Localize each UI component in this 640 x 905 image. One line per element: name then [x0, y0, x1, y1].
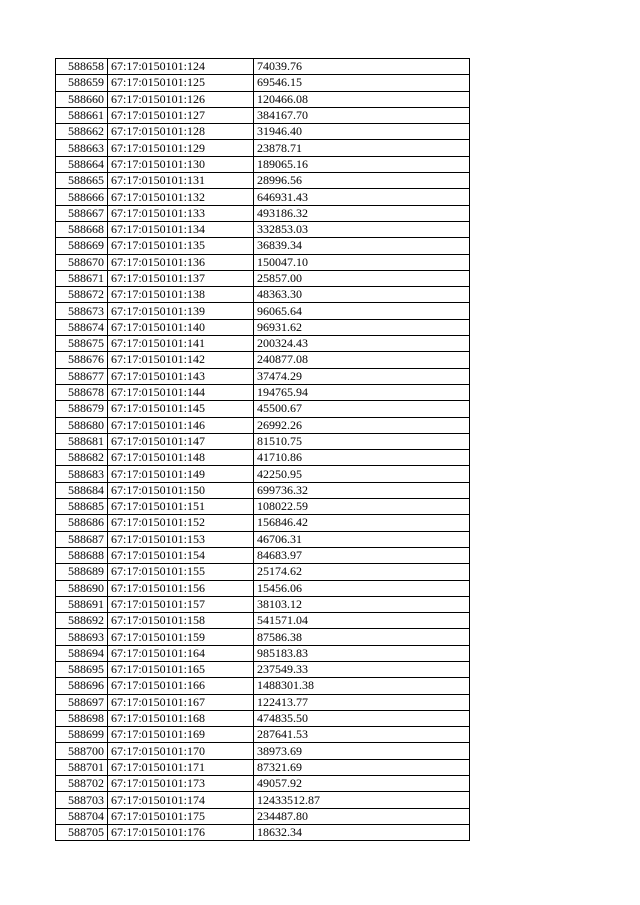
row-number-cell: 588689: [56, 564, 108, 580]
row-number-cell: 588677: [56, 368, 108, 384]
row-number-cell: 588659: [56, 75, 108, 91]
row-number-cell: 588687: [56, 531, 108, 547]
row-number-cell: 588697: [56, 694, 108, 710]
cadastral-number-cell: 67:17:0150101:146: [108, 417, 254, 433]
table-row: [56, 824, 470, 840]
row-number-cell: 588661: [56, 107, 108, 123]
table-row: [56, 91, 470, 107]
table-row: [56, 319, 470, 335]
value-cell: 150047.10: [254, 254, 470, 270]
value-cell: 46706.31: [254, 531, 470, 547]
value-cell: 87321.69: [254, 759, 470, 775]
table-row: [56, 629, 470, 645]
row-number-cell: 588695: [56, 661, 108, 677]
table-row: [56, 710, 470, 726]
table-row: [56, 59, 470, 75]
value-cell: 96931.62: [254, 319, 470, 335]
table-row: [56, 336, 470, 352]
value-cell: 156846.42: [254, 515, 470, 531]
cadastral-number-cell: 67:17:0150101:131: [108, 173, 254, 189]
value-cell: 189065.16: [254, 156, 470, 172]
table-row: [56, 401, 470, 417]
cadastral-number-cell: 67:17:0150101:164: [108, 645, 254, 661]
value-cell: 15456.06: [254, 580, 470, 596]
table-row: [56, 482, 470, 498]
table-row: [56, 547, 470, 563]
table-row: [56, 580, 470, 596]
table-row: [56, 564, 470, 580]
table-row: [56, 531, 470, 547]
value-cell: 87586.38: [254, 629, 470, 645]
row-number-cell: 588675: [56, 336, 108, 352]
cadastral-number-cell: 67:17:0150101:174: [108, 792, 254, 808]
row-number-cell: 588693: [56, 629, 108, 645]
value-cell: 237549.33: [254, 661, 470, 677]
value-cell: 18632.34: [254, 824, 470, 840]
value-cell: 108022.59: [254, 499, 470, 515]
value-cell: 96065.64: [254, 303, 470, 319]
table-row: [56, 450, 470, 466]
cadastral-number-cell: 67:17:0150101:148: [108, 450, 254, 466]
value-cell: 541571.04: [254, 613, 470, 629]
row-number-cell: 588674: [56, 319, 108, 335]
cadastral-number-cell: 67:17:0150101:129: [108, 140, 254, 156]
cadastral-number-cell: 67:17:0150101:149: [108, 466, 254, 482]
cadastral-number-cell: 67:17:0150101:155: [108, 564, 254, 580]
value-cell: 74039.76: [254, 59, 470, 75]
cadastral-number-cell: 67:17:0150101:139: [108, 303, 254, 319]
cadastral-number-cell: 67:17:0150101:133: [108, 205, 254, 221]
row-number-cell: 588691: [56, 596, 108, 612]
value-cell: 287641.53: [254, 727, 470, 743]
table-row: [56, 417, 470, 433]
value-cell: 25174.62: [254, 564, 470, 580]
cadastral-number-cell: 67:17:0150101:169: [108, 727, 254, 743]
cadastral-number-cell: 67:17:0150101:168: [108, 710, 254, 726]
value-cell: 38103.12: [254, 596, 470, 612]
row-number-cell: 588663: [56, 140, 108, 156]
row-number-cell: 588705: [56, 824, 108, 840]
table-row: [56, 792, 470, 808]
cadastral-number-cell: 67:17:0150101:127: [108, 107, 254, 123]
table-row: [56, 75, 470, 91]
value-cell: 699736.32: [254, 482, 470, 498]
row-number-cell: 588701: [56, 759, 108, 775]
row-number-cell: 588673: [56, 303, 108, 319]
row-number-cell: 588702: [56, 776, 108, 792]
table-row: [56, 596, 470, 612]
row-number-cell: 588678: [56, 384, 108, 400]
row-number-cell: 588665: [56, 173, 108, 189]
value-cell: 41710.86: [254, 450, 470, 466]
row-number-cell: 588694: [56, 645, 108, 661]
cadastral-number-cell: 67:17:0150101:170: [108, 743, 254, 759]
row-number-cell: 588671: [56, 270, 108, 286]
row-number-cell: 588660: [56, 91, 108, 107]
table-row: [56, 238, 470, 254]
table-row: [56, 645, 470, 661]
cadastral-number-cell: 67:17:0150101:128: [108, 124, 254, 140]
cadastral-number-cell: 67:17:0150101:140: [108, 319, 254, 335]
row-number-cell: 588681: [56, 433, 108, 449]
table-row: [56, 661, 470, 677]
value-cell: 985183.83: [254, 645, 470, 661]
value-cell: 194765.94: [254, 384, 470, 400]
row-number-cell: 588688: [56, 547, 108, 563]
row-number-cell: 588683: [56, 466, 108, 482]
row-number-cell: 588692: [56, 613, 108, 629]
cadastral-number-cell: 67:17:0150101:156: [108, 580, 254, 596]
table-row: [56, 124, 470, 140]
table-row: [56, 173, 470, 189]
row-number-cell: 588698: [56, 710, 108, 726]
data-table: [55, 58, 470, 841]
value-cell: 26992.26: [254, 417, 470, 433]
row-number-cell: 588680: [56, 417, 108, 433]
cadastral-number-cell: 67:17:0150101:166: [108, 678, 254, 694]
row-number-cell: 588682: [56, 450, 108, 466]
value-cell: 38973.69: [254, 743, 470, 759]
value-cell: 332853.03: [254, 221, 470, 237]
table-row: [56, 727, 470, 743]
table-row: [56, 613, 470, 629]
table-row: [56, 303, 470, 319]
row-number-cell: 588690: [56, 580, 108, 596]
row-number-cell: 588676: [56, 352, 108, 368]
table-row: [56, 759, 470, 775]
cadastral-number-cell: 67:17:0150101:150: [108, 482, 254, 498]
value-cell: 69546.15: [254, 75, 470, 91]
table-row: [56, 515, 470, 531]
row-number-cell: 588672: [56, 287, 108, 303]
table-body: [56, 59, 470, 841]
table-row: [56, 694, 470, 710]
row-number-cell: 588704: [56, 808, 108, 824]
value-cell: 120466.08: [254, 91, 470, 107]
value-cell: 12433512.87: [254, 792, 470, 808]
cadastral-number-cell: 67:17:0150101:165: [108, 661, 254, 677]
table-row: [56, 743, 470, 759]
cadastral-number-cell: 67:17:0150101:145: [108, 401, 254, 417]
row-number-cell: 588685: [56, 499, 108, 515]
row-number-cell: 588679: [56, 401, 108, 417]
value-cell: 493186.32: [254, 205, 470, 221]
value-cell: 84683.97: [254, 547, 470, 563]
cadastral-number-cell: 67:17:0150101:153: [108, 531, 254, 547]
value-cell: 23878.71: [254, 140, 470, 156]
table-row: [56, 776, 470, 792]
value-cell: 240877.08: [254, 352, 470, 368]
value-cell: 646931.43: [254, 189, 470, 205]
cadastral-number-cell: 67:17:0150101:173: [108, 776, 254, 792]
value-cell: 1488301.38: [254, 678, 470, 694]
table-row: [56, 433, 470, 449]
cadastral-number-cell: 67:17:0150101:171: [108, 759, 254, 775]
cadastral-number-cell: 67:17:0150101:158: [108, 613, 254, 629]
cadastral-number-cell: 67:17:0150101:134: [108, 221, 254, 237]
value-cell: 48363.30: [254, 287, 470, 303]
table-row: [56, 254, 470, 270]
cadastral-number-cell: 67:17:0150101:167: [108, 694, 254, 710]
row-number-cell: 588666: [56, 189, 108, 205]
cadastral-number-cell: 67:17:0150101:135: [108, 238, 254, 254]
cadastral-number-cell: 67:17:0150101:137: [108, 270, 254, 286]
table-row: [56, 156, 470, 172]
row-number-cell: 588696: [56, 678, 108, 694]
cadastral-number-cell: 67:17:0150101:136: [108, 254, 254, 270]
value-cell: 42250.95: [254, 466, 470, 482]
table-row: [56, 189, 470, 205]
cadastral-number-cell: 67:17:0150101:138: [108, 287, 254, 303]
row-number-cell: 588670: [56, 254, 108, 270]
cadastral-number-cell: 67:17:0150101:141: [108, 336, 254, 352]
table-row: [56, 205, 470, 221]
value-cell: 200324.43: [254, 336, 470, 352]
row-number-cell: 588703: [56, 792, 108, 808]
value-cell: 45500.67: [254, 401, 470, 417]
row-number-cell: 588668: [56, 221, 108, 237]
cadastral-number-cell: 67:17:0150101:142: [108, 352, 254, 368]
table-row: [56, 368, 470, 384]
row-number-cell: 588664: [56, 156, 108, 172]
cadastral-number-cell: 67:17:0150101:125: [108, 75, 254, 91]
row-number-cell: 588686: [56, 515, 108, 531]
table-row: [56, 140, 470, 156]
row-number-cell: 588658: [56, 59, 108, 75]
row-number-cell: 588667: [56, 205, 108, 221]
value-cell: 37474.29: [254, 368, 470, 384]
value-cell: 234487.80: [254, 808, 470, 824]
value-cell: 81510.75: [254, 433, 470, 449]
value-cell: 122413.77: [254, 694, 470, 710]
cadastral-number-cell: 67:17:0150101:132: [108, 189, 254, 205]
row-number-cell: 588669: [56, 238, 108, 254]
row-number-cell: 588684: [56, 482, 108, 498]
value-cell: 384167.70: [254, 107, 470, 123]
table-row: [56, 384, 470, 400]
cadastral-number-cell: 67:17:0150101:152: [108, 515, 254, 531]
cadastral-number-cell: 67:17:0150101:126: [108, 91, 254, 107]
value-cell: 474835.50: [254, 710, 470, 726]
value-cell: 31946.40: [254, 124, 470, 140]
table-row: [56, 270, 470, 286]
cadastral-number-cell: 67:17:0150101:157: [108, 596, 254, 612]
row-number-cell: 588662: [56, 124, 108, 140]
table-row: [56, 808, 470, 824]
row-number-cell: 588699: [56, 727, 108, 743]
row-number-cell: 588700: [56, 743, 108, 759]
table-row: [56, 466, 470, 482]
cadastral-number-cell: 67:17:0150101:159: [108, 629, 254, 645]
value-cell: 25857.00: [254, 270, 470, 286]
value-cell: 28996.56: [254, 173, 470, 189]
cadastral-number-cell: 67:17:0150101:144: [108, 384, 254, 400]
cadastral-number-cell: 67:17:0150101:176: [108, 824, 254, 840]
cadastral-number-cell: 67:17:0150101:154: [108, 547, 254, 563]
value-cell: 49057.92: [254, 776, 470, 792]
value-cell: 36839.34: [254, 238, 470, 254]
cadastral-number-cell: 67:17:0150101:124: [108, 59, 254, 75]
table-row: [56, 107, 470, 123]
table-row: [56, 499, 470, 515]
table-row: [56, 678, 470, 694]
cadastral-number-cell: 67:17:0150101:130: [108, 156, 254, 172]
cadastral-number-cell: 67:17:0150101:143: [108, 368, 254, 384]
cadastral-number-cell: 67:17:0150101:151: [108, 499, 254, 515]
table-row: [56, 287, 470, 303]
cadastral-number-cell: 67:17:0150101:147: [108, 433, 254, 449]
cadastral-number-cell: 67:17:0150101:175: [108, 808, 254, 824]
table-row: [56, 221, 470, 237]
table-row: [56, 352, 470, 368]
